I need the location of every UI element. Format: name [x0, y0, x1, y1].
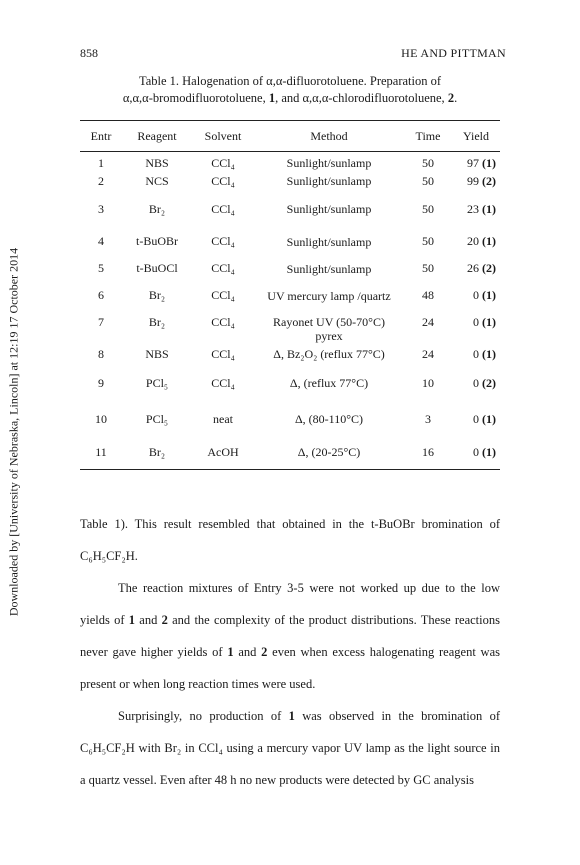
- yield-value: 23: [467, 201, 479, 216]
- method-line: Sunlight/sunlamp: [286, 261, 372, 276]
- cell-reagent: PCl₅: [145, 411, 169, 426]
- cell-entry: 6: [98, 288, 104, 302]
- table-row: [80, 403, 500, 435]
- cell-time: 16: [404, 435, 452, 470]
- compound-ref: 2: [261, 645, 268, 659]
- cell-solvent: CCl₄: [211, 234, 235, 248]
- running-head: HE AND PITTMAN: [401, 46, 506, 60]
- table-row: [80, 152, 500, 173]
- cell-solvent: CCl₄: [211, 346, 235, 361]
- compound-ref: 1: [268, 91, 276, 105]
- method-line: Sunlight/sunlamp: [286, 202, 372, 216]
- yield-value: 0: [473, 315, 479, 329]
- col-header-method: Method: [254, 121, 404, 152]
- paragraph-2: The reaction mixtures of Entry 3-5 were not worked up due to the low yields of 1 and 2 and the complexity of the product distributions. These reactions never gave higher yields of 1 and 2 even when excess halogenating reagent was present or when long reaction times were used.: [80, 581, 500, 691]
- yield-value: 0: [473, 411, 479, 426]
- paragraph-1: Table 1). This result resembled that obtained in the t-BuOBr bromination of C₆H₅CF₂H.: [80, 517, 500, 563]
- compound-ref: 2: [161, 613, 168, 627]
- table-row: [80, 309, 500, 345]
- method-line: UV mercury lamp /quartz: [267, 288, 391, 303]
- yield-value: 0: [473, 375, 479, 390]
- cell-method: [254, 172, 404, 190]
- yield-value: 0: [473, 288, 479, 302]
- cell-yield: [452, 282, 500, 309]
- cell-method: [254, 363, 404, 403]
- method-line: Rayonet UV (50-70°C): [273, 315, 385, 329]
- cell-entry: 5: [98, 261, 104, 275]
- cell-solvent: CCl₄: [211, 288, 235, 302]
- table-row: [80, 282, 500, 309]
- cell-solvent: CCl₄: [211, 173, 235, 188]
- table-row: [80, 255, 500, 282]
- method-note: pyrex: [315, 329, 343, 343]
- cell-solvent: AcOH: [192, 435, 254, 470]
- col-header-yield: Yield: [452, 121, 500, 152]
- cell-yield: [452, 403, 500, 435]
- cell-entry: 7: [98, 315, 104, 329]
- paragraph-3: Surprisingly, no production of 1 was observed in the bromination of C₆H₅CF₂H with Br₂ in CCl₄ using a mercury vapor UV lamp as the light source in a quartz vessel. Even after 48 h no new products were detected by GC analysis: [80, 709, 500, 787]
- yield-value: 0: [473, 346, 479, 361]
- yield-value: 26: [467, 261, 479, 275]
- cell-reagent: NBS: [145, 346, 169, 361]
- cell-yield: [452, 172, 500, 190]
- cell-reagent: Br₂: [148, 315, 166, 329]
- cell-reagent: NCS: [145, 173, 169, 188]
- cell-entry: 8: [98, 346, 104, 361]
- cell-solvent: CCl₄: [211, 261, 235, 275]
- cell-entry: 2: [98, 173, 104, 188]
- yield-product-ref: (1): [482, 288, 496, 302]
- yield-value: 97: [467, 155, 479, 170]
- yield-product-ref: (2): [482, 173, 496, 188]
- method-line: Sunlight/sunlamp: [286, 156, 372, 170]
- cell-time: 50: [422, 201, 434, 216]
- cell-entry: 11: [80, 435, 122, 470]
- yield-product-ref: (1): [482, 201, 496, 216]
- cell-entry: 4: [98, 234, 104, 248]
- table-caption: [80, 73, 500, 107]
- cell-entry: 10: [95, 411, 107, 426]
- cell-method: [254, 435, 404, 470]
- table-row: [80, 345, 500, 363]
- cell-reagent: t-BuOCl: [136, 261, 178, 275]
- cell-yield: [452, 228, 500, 255]
- compound-ref: 2: [447, 91, 455, 105]
- cell-time: 50: [422, 234, 434, 248]
- cell-solvent: CCl₄: [211, 315, 235, 329]
- method-line: Δ, (20-25°C): [297, 445, 361, 459]
- method-line: Sunlight/sunlamp: [286, 174, 372, 188]
- cell-yield: [452, 435, 500, 470]
- method-line: Sunlight/sunlamp: [286, 234, 372, 249]
- cell-entry: 1: [98, 155, 104, 170]
- yield-product-ref: (1): [482, 444, 496, 459]
- cell-solvent: neat: [213, 411, 233, 426]
- col-header-reagent: Reagent: [122, 121, 192, 152]
- table-row: [80, 172, 500, 190]
- compound-ref: 1: [288, 709, 295, 723]
- yield-product-ref: (1): [482, 346, 496, 361]
- cell-method: [254, 152, 404, 173]
- download-side-note: Downloaded by [University of Nebraska, Lincoln] at 12:19 17 October 2014: [6, 247, 21, 617]
- cell-yield: [452, 255, 500, 282]
- yield-product-ref: (1): [482, 155, 496, 170]
- cell-time: 24: [422, 315, 434, 329]
- cell-solvent: CCl₄: [211, 201, 235, 216]
- yield-value: 20: [467, 234, 479, 248]
- cell-yield: [452, 152, 500, 173]
- table-row: [80, 435, 500, 470]
- cell-method: [254, 228, 404, 255]
- table-row: [80, 363, 500, 403]
- cell-time: 50: [422, 261, 434, 275]
- page-number: 858: [80, 46, 98, 60]
- cell-reagent: Br₂: [122, 435, 192, 470]
- yield-product-ref: (1): [482, 315, 496, 329]
- cell-reagent: Br₂: [148, 288, 166, 302]
- cell-method: [254, 190, 404, 228]
- caption-line-2: α,α,α-bromodifluorotoluene, 1, and α,α,α-chlorodifluorotoluene, 2.: [122, 91, 458, 105]
- table-row: [80, 228, 500, 255]
- body-text: [80, 508, 500, 796]
- halogenation-table: [80, 120, 500, 470]
- cell-time: 50: [422, 173, 434, 188]
- cell-reagent: t-BuOBr: [136, 234, 178, 248]
- col-header-solvent: Solvent: [192, 121, 254, 152]
- col-header-time: Time: [404, 121, 452, 152]
- cell-method: [254, 309, 404, 345]
- cell-method: [254, 255, 404, 282]
- cell-time: 10: [422, 375, 434, 390]
- yield-product-ref: (2): [482, 375, 496, 390]
- method-line: Δ, Bz₂O₂ (reflux 77°C): [273, 347, 385, 361]
- cell-reagent: Br₂: [148, 201, 166, 216]
- yield-value: 99: [467, 173, 479, 188]
- cell-time: 3: [425, 411, 431, 426]
- compound-ref: 1: [128, 613, 136, 627]
- yield-product-ref: (1): [482, 411, 496, 426]
- cell-solvent: CCl₄: [211, 155, 235, 170]
- cell-time: 50: [422, 155, 434, 170]
- cell-entry: 9: [98, 375, 104, 390]
- cell-method: [254, 282, 404, 309]
- cell-time: 48: [422, 288, 434, 302]
- method-line: Δ, (reflux 77°C): [289, 376, 369, 390]
- yield-product-ref: (1): [482, 234, 496, 248]
- cell-time: 24: [422, 346, 434, 361]
- method-line: Δ, (80-110°C): [294, 412, 364, 426]
- col-header-entry: Entr: [80, 121, 122, 152]
- yield-product-ref: (2): [482, 261, 496, 275]
- cell-solvent: CCl₄: [211, 375, 235, 390]
- caption-line-1: Table 1. Halogenation of α,α-difluorotoluene. Preparation of: [138, 74, 442, 88]
- cell-yield: [452, 363, 500, 403]
- cell-method: [254, 403, 404, 435]
- cell-yield: [452, 309, 500, 345]
- cell-entry: 3: [98, 201, 104, 216]
- table-row: [80, 190, 500, 228]
- compound-ref: 1: [227, 645, 234, 659]
- cell-reagent: PCl₅: [145, 375, 169, 390]
- cell-yield: [452, 345, 500, 363]
- yield-value: 0: [473, 444, 479, 459]
- cell-method: [254, 345, 404, 363]
- cell-yield: [452, 190, 500, 228]
- table-header-row: [80, 121, 500, 152]
- cell-reagent: NBS: [145, 155, 169, 170]
